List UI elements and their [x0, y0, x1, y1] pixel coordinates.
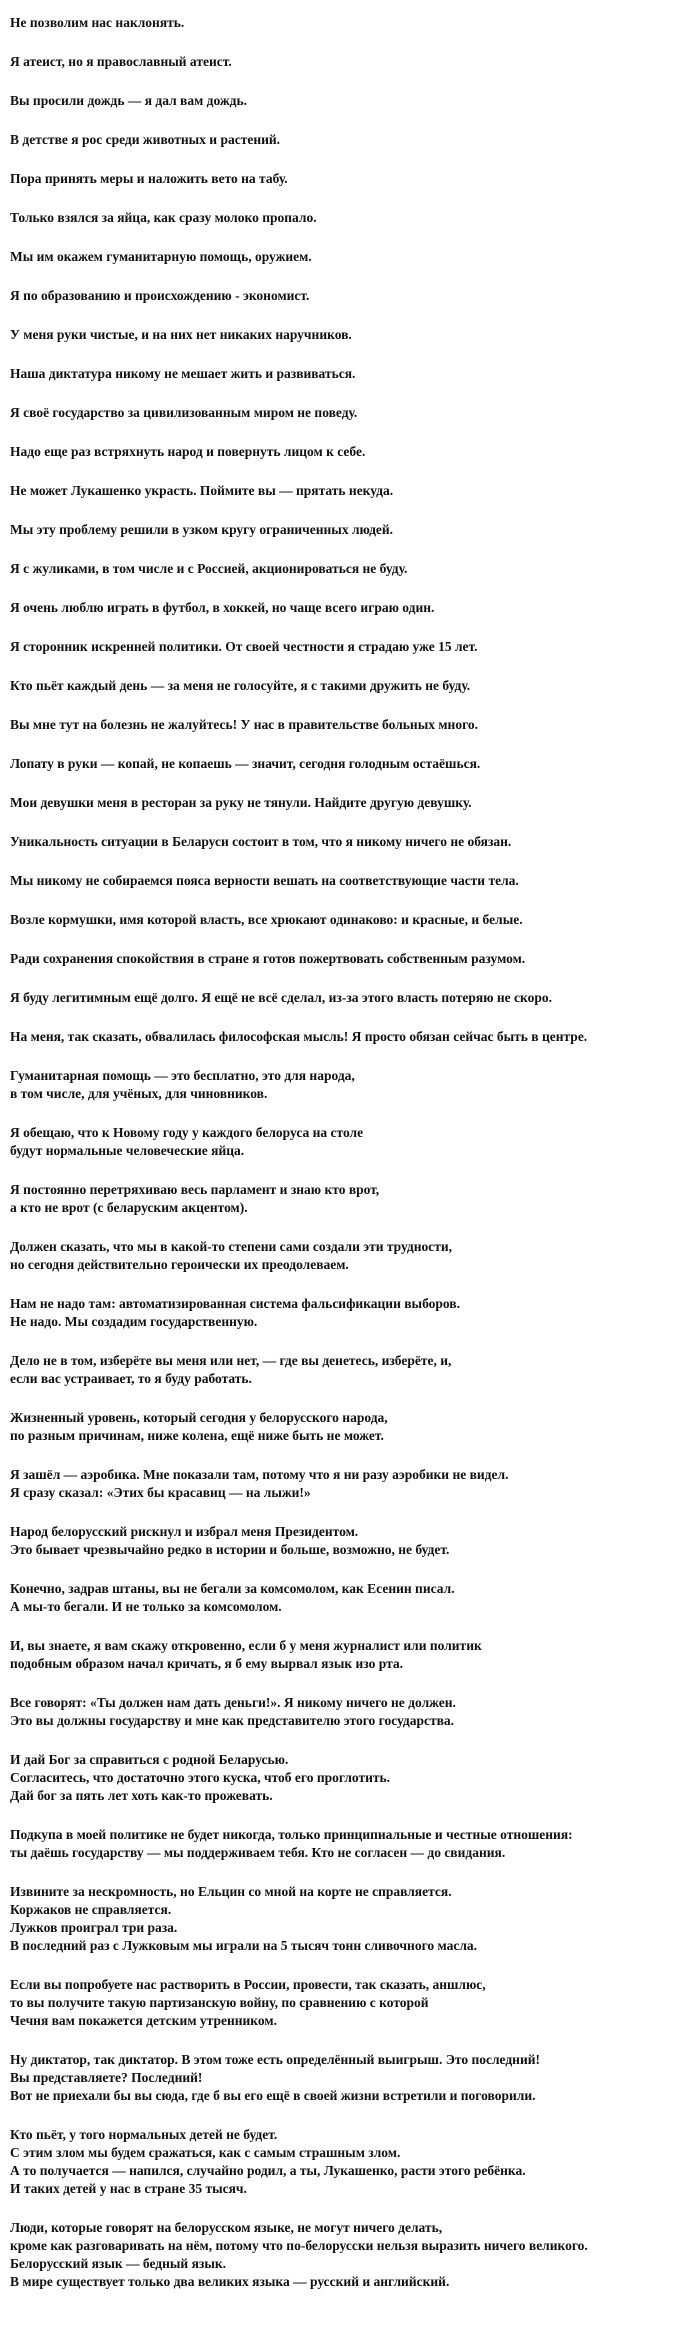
quote-paragraph [10, 1883, 700, 1955]
quote-line: Кто пьёт каждый день — за меня не голосуйте, я с такими дружить не буду. [10, 678, 471, 693]
quote-line: ты даёшь государству — мы поддерживаем тебя. Кто не согласен — до свидания. [10, 1845, 506, 1860]
quote-line: Вот не приехали бы вы сюда, где б вы его ещё в своей жизни встретили и поговорили. [10, 2088, 536, 2103]
quote-line: Вы представляете? Последний! [10, 2070, 203, 2085]
quote-line: Конечно, задрав штаны, вы не бегали за комсомолом, как Есенин писал. [10, 1581, 455, 1596]
quote-line: Уникальность ситуации в Беларуси состоит в том, что я никому ничего не обязан. [10, 834, 512, 849]
quote-paragraph [10, 1976, 700, 2030]
quote-line: подобным образом начал кричать, я б ему вырвал язык изо рта. [10, 1656, 404, 1671]
quote-paragraph [10, 1028, 700, 1046]
quote-line: Подкупа в моей политике не будет никогда, только принципиальные и честные отношения: [10, 1827, 573, 1842]
quote-list [10, 14, 700, 2291]
quote-paragraph [10, 1238, 700, 1274]
quote-line: Гуманитарная помощь — это бесплатно, это для народа, [10, 1068, 355, 1083]
quote-line: А то получается — напился, случайно родил, а ты, Лукашенко, расти этого ребёнка. [10, 2163, 526, 2178]
quote-line: На меня, так сказать, обвалилась философская мысль! Я просто обязан сейчас быть в центре. [10, 1029, 588, 1044]
quote-line: кроме как разговаривать на нём, потому что по-белорусски нельзя выразить ничего великого. [10, 2238, 588, 2253]
quote-paragraph [10, 1580, 700, 1616]
quote-line: Наша диктатура никому не мешает жить и развиваться. [10, 366, 356, 381]
quote-line: Кто пьёт, у того нормальных детей не будет. [10, 2127, 278, 2142]
quote-line: если вас устраивает, то я буду работать. [10, 1371, 252, 1386]
quote-line: Дай бог за пять лет хоть как-то прожевать. [10, 1788, 273, 1803]
quote-paragraph [10, 443, 700, 461]
quote-line: Мы им окажем гуманитарную помощь, оружием. [10, 249, 312, 264]
quote-line: в том числе, для учёных, для чиновников. [10, 1086, 268, 1101]
quote-line: Народ белорусский рискнул и избрал меня Президентом. [10, 1524, 359, 1539]
quote-line: Нам не надо там: автоматизированная система фальсификации выборов. [10, 1296, 460, 1311]
quote-line: Только взялся за яйца, как сразу молоко пропало. [10, 210, 317, 225]
quote-paragraph [10, 677, 700, 695]
quote-line: Лопату в руки — копай, не копаешь — значит, сегодня голодным остаёшься. [10, 756, 481, 771]
quote-line: Белорусский язык — бедный язык. [10, 2256, 227, 2271]
quote-line: Лужков проиграл три раза. [10, 1920, 178, 1935]
quote-paragraph [10, 1181, 700, 1217]
quote-paragraph [10, 872, 700, 890]
quote-paragraph [10, 794, 700, 812]
quote-line: то вы получите такую партизанскую войну, по сравнению с которой [10, 1995, 429, 2010]
quote-paragraph [10, 2051, 700, 2105]
quote-paragraph [10, 950, 700, 968]
quote-line: Я очень люблю играть в футбол, в хоккей, но чаще всего играю один. [10, 600, 435, 615]
quote-line: Это вы должны государству и мне как представителю этого государства. [10, 1713, 455, 1728]
quote-line: Я сторонник искренней политики. От своей честности я страдаю уже 15 лет. [10, 639, 478, 654]
quote-paragraph [10, 911, 700, 929]
quote-line: Я буду легитимным ещё долго. Я ещё не всё сделал, из-за этого власть потеряю не скоро. [10, 990, 553, 1005]
quote-paragraph [10, 482, 700, 500]
quote-line: Вы просили дождь — я дал вам дождь. [10, 93, 248, 108]
quote-line: Ну диктатор, так диктатор. В этом тоже есть определённый выигрыш. Это последний! [10, 2052, 541, 2067]
quote-line: Я зашёл — аэробика. Мне показали там, потому что я ни разу аэробики не видел. [10, 1467, 509, 1482]
quote-line: А мы-то бегали. И не только за комсомолом. [10, 1599, 282, 1614]
quote-line: по разным причинам, ниже колена, ещё ниже быть не может. [10, 1428, 384, 1443]
quote-line: Мы эту проблему решили в узком кругу ограниченных людей. [10, 522, 394, 537]
quote-line: Мои девушки меня в ресторан за руку не тянули. Найдите другую девушку. [10, 795, 472, 810]
quote-paragraph [10, 521, 700, 539]
quote-paragraph [10, 326, 700, 344]
quote-line: И, вы знаете, я вам скажу откровенно, если б у меня журналист или политик [10, 1638, 482, 1653]
quote-paragraph [10, 53, 700, 71]
quote-line: Не может Лукашенко украсть. Поймите вы — прятать некуда. [10, 483, 394, 498]
quote-line: И дай Бог за справиться с родной Беларусью. [10, 1752, 289, 1767]
quote-paragraph [10, 1409, 700, 1445]
quote-paragraph [10, 404, 700, 422]
quote-line: Если вы попробуете нас растворить в России, провести, так сказать, аншлюс, [10, 1977, 486, 1992]
quote-paragraph [10, 638, 700, 656]
quote-line: Вы мне тут на болезнь не жалуйтесь! У нас в правительстве больных много. [10, 717, 479, 732]
quote-line: Согласитесь, что достаточно этого куска, чтоб его проглотить. [10, 1770, 391, 1785]
quote-line: Я с жуликами, в том числе и с Россией, акционироваться не буду. [10, 561, 408, 576]
quote-paragraph [10, 14, 700, 32]
quote-paragraph [10, 1637, 700, 1673]
quote-paragraph [10, 287, 700, 305]
quote-paragraph [10, 248, 700, 266]
quote-line: В последний раз с Лужковым мы играли на 5 тысяч тонн сливочного масла. [10, 1938, 478, 1953]
quote-paragraph [10, 365, 700, 383]
quote-paragraph [10, 2219, 700, 2291]
quote-line: Жизненный уровень, который сегодня у белорусского народа, [10, 1410, 388, 1425]
quote-paragraph [10, 170, 700, 188]
quote-paragraph [10, 131, 700, 149]
quote-line: Я атеист, но я православный атеист. [10, 54, 232, 69]
quote-line: Пора принять меры и наложить вето на табу. [10, 171, 288, 186]
quote-line: С этим злом мы будем сражаться, как с самым страшным злом. [10, 2145, 401, 2160]
quote-line: Коржаков не справляется. [10, 1902, 172, 1917]
quote-line: Я по образованию и происхождению - экономист. [10, 288, 310, 303]
quote-paragraph [10, 755, 700, 773]
quote-paragraph [10, 1523, 700, 1559]
quote-paragraph [10, 599, 700, 617]
quote-paragraph [10, 2126, 700, 2198]
quote-line: Дело не в том, изберёте вы меня или нет, — где вы денетесь, изберёте, и, [10, 1353, 452, 1368]
quote-line: Не надо. Мы создадим государственную. [10, 1314, 258, 1329]
quote-line: а кто не врот (с беларуским акцентом). [10, 1200, 248, 1215]
quote-paragraph [10, 209, 700, 227]
quote-paragraph [10, 92, 700, 110]
quote-paragraph [10, 1295, 700, 1331]
quote-paragraph [10, 1124, 700, 1160]
quote-paragraph [10, 1694, 700, 1730]
quote-line: Все говорят: «Ты должен нам дать деньги!». Я никому ничего не должен. [10, 1695, 456, 1710]
quote-line: В мире существует только два великих языка — русский и английский. [10, 2274, 450, 2289]
quote-paragraph [10, 560, 700, 578]
quote-line: Я постоянно перетряхиваю весь парламент и знаю кто врот, [10, 1182, 380, 1197]
quote-paragraph [10, 1067, 700, 1103]
quote-paragraph [10, 833, 700, 851]
quote-line: Мы никому не собираемся пояса верности вешать на соответствующие части тела. [10, 873, 519, 888]
quote-line: Надо еще раз встряхнуть народ и повернуть лицом к себе. [10, 444, 366, 459]
quote-line: но сегодня действительно героически их преодолеваем. [10, 1257, 349, 1272]
quote-paragraph [10, 989, 700, 1007]
quote-line: Это бывает чрезвычайно редко в истории и больше, возможно, не будет. [10, 1542, 450, 1557]
quote-line: В детстве я рос среди животных и растений. [10, 132, 281, 147]
quote-line: У меня руки чистые, и на них нет никаких наручников. [10, 327, 352, 342]
quote-line: Я сразу сказал: «Этих бы красавиц — на лыжи!» [10, 1485, 311, 1500]
quote-line: Я обещаю, что к Новому году у каждого белоруса на столе [10, 1125, 364, 1140]
quote-line: Возле кормушки, имя которой власть, все хрюкают одинаково: и красные, и белые. [10, 912, 523, 927]
quote-paragraph [10, 1826, 700, 1862]
quote-line: Извините за нескромность, но Ельцин со мной на корте не справляется. [10, 1884, 452, 1899]
quote-line: Должен сказать, что мы в какой-то степени сами создали эти трудности, [10, 1239, 453, 1254]
quote-line: Ради сохранения спокойствия в стране я готов пожертвовать собственным разумом. [10, 951, 526, 966]
quote-line: Чечня вам покажется детским утренником. [10, 2013, 277, 2028]
quote-line: будут нормальные человеческие яйца. [10, 1143, 245, 1158]
quote-line: Не позволим нас наклонять. [10, 15, 185, 30]
quote-paragraph [10, 1466, 700, 1502]
quote-paragraph [10, 1352, 700, 1388]
quote-line: И таких детей у нас в стране 35 тысяч. [10, 2181, 247, 2196]
quote-line: Я своё государство за цивилизованным миром не поведу. [10, 405, 358, 420]
quote-paragraph [10, 1751, 700, 1805]
quote-line: Люди, которые говорят на белорусском языке, не могут ничего делать, [10, 2220, 443, 2235]
quote-paragraph [10, 716, 700, 734]
